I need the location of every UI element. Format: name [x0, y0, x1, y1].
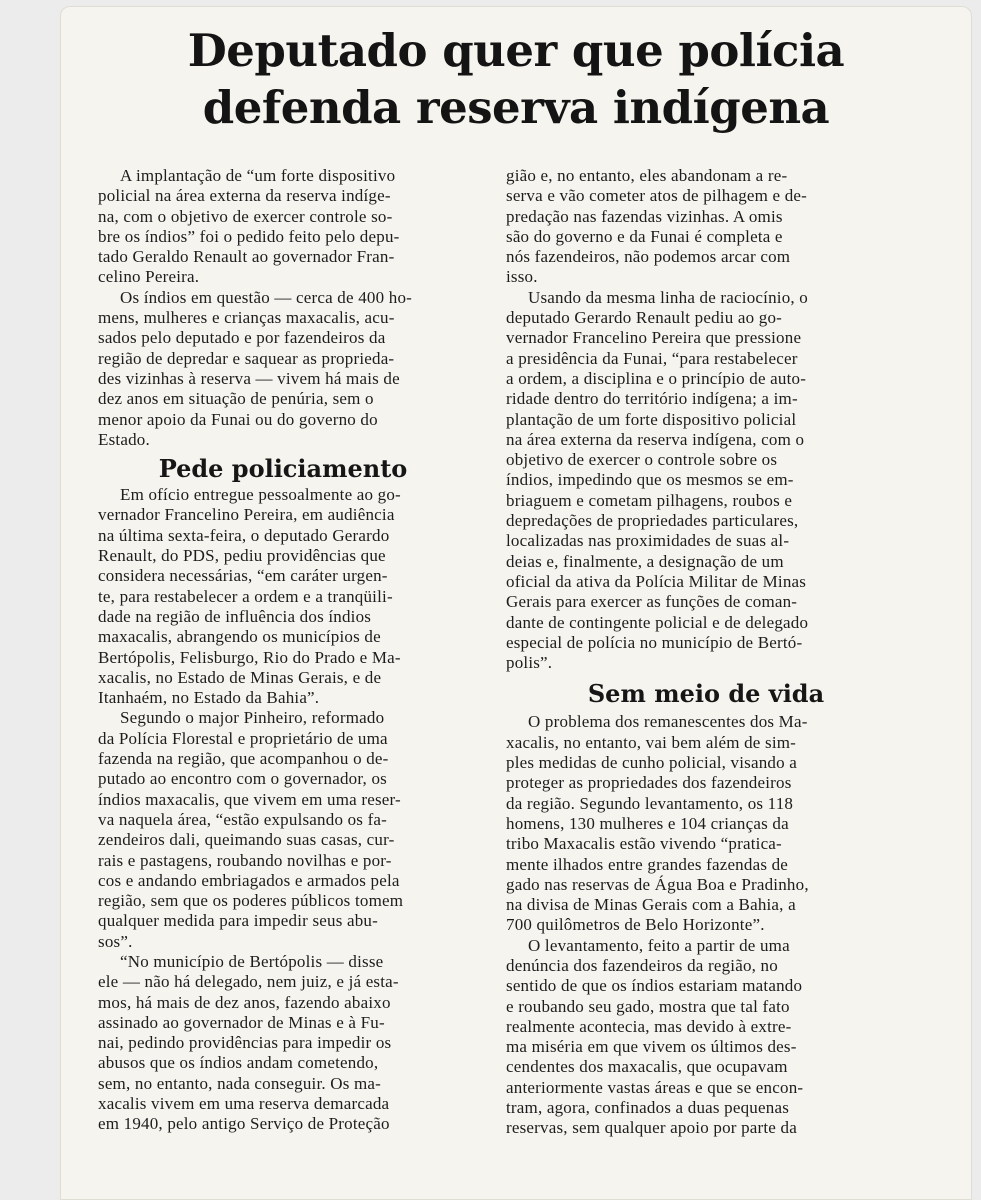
paragraph-continuation: [506, 166, 906, 288]
text-line: sados pelo deputado e por fazendeiros da: [98, 328, 386, 348]
text-line: índios maxacalis, que vivem em uma reser-: [98, 789, 401, 809]
text-line: mens, mulheres e crianças maxacalis, acu-: [98, 308, 395, 328]
text-line: homens, 130 mulheres e 104 crianças da: [506, 813, 789, 833]
text-line: nai, pedindo providências para impedir os: [98, 1033, 392, 1053]
text-line: O levantamento, feito a partir de uma: [528, 935, 790, 955]
text-line: polis”.: [506, 653, 553, 673]
paragraph-major-pinheiro: [98, 708, 498, 952]
text-line: zendeiros dali, queimando suas casas, cur-: [98, 830, 395, 850]
text-line: va naquela área, “estão expulsando os fa-: [98, 809, 388, 829]
text-line: tribo Maxacalis estão vivendo “pratica-: [506, 834, 782, 854]
text-line: Segundo o major Pinheiro, reformado: [120, 708, 385, 728]
text-line: na, com o objetivo de exercer controle so-: [98, 206, 393, 226]
text-line: na última sexta-feira, o deputado Gerardo: [98, 525, 390, 545]
text-line: Os índios em questão — cerca de 400 ho-: [120, 287, 413, 307]
text-line: cendentes dos maxacalis, que ocupavam: [506, 1057, 788, 1077]
text-line: Renault, do PDS, pediu providências que: [98, 546, 386, 566]
text-line: dez anos em situação de penúria, sem o: [98, 389, 374, 409]
text-line: fazenda na região, que acompanhou o de-: [98, 749, 389, 769]
text-line: mente ilhados entre grandes fazendas de: [506, 854, 789, 874]
text-line: tado Geraldo Renault ao governador Fran-: [98, 247, 395, 267]
headline-line-1: Deputado quer que polícia: [187, 24, 845, 77]
text-line: “No município de Bertópolis — disse: [120, 951, 384, 971]
paragraph-oficio: [98, 485, 498, 708]
paragraph-levantamento: [506, 936, 906, 1139]
paragraph-intro: [98, 166, 498, 288]
text-line: maxacalis, abrangendo os municípios de: [98, 627, 381, 647]
text-line: Gerais para exercer as funções de coman-: [506, 592, 798, 612]
text-line: Estado.: [98, 429, 150, 449]
text-line: ma miséria em que vivem os últimos des-: [506, 1037, 797, 1057]
text-line: policial na área externa da reserva indíge-: [98, 186, 391, 206]
text-line: O problema dos remanescentes dos Ma-: [528, 712, 808, 732]
text-line: anteriormente vastas áreas e que se encon-: [506, 1077, 804, 1097]
paragraph-problema: [506, 712, 906, 935]
text-line: putado ao encontro com o governador, os: [98, 769, 387, 789]
text-line: 700 quilômetros de Belo Horizonte”.: [506, 915, 765, 935]
text-line: região, sem que os poderes públicos tomem: [98, 891, 404, 911]
text-line: oficial da ativa da Polícia Militar de Minas: [506, 571, 807, 591]
paragraph-indians: [98, 288, 498, 450]
text-line: realmente acontecia, mas devido à extre-: [506, 1016, 792, 1036]
text-line: da Polícia Florestal e proprietário de uma: [98, 728, 388, 748]
text-line: qualquer medida para impedir seus abu-: [98, 911, 378, 931]
text-line: rais e pastagens, roubando novilhas e por-: [98, 850, 392, 870]
text-line: Em ofício entregue pessoalmente ao go-: [120, 485, 401, 505]
text-line: região de depredar e saquear as proprieda-: [98, 348, 395, 368]
text-line: proteger as propriedades dos fazendeiros: [506, 773, 792, 793]
text-line: denúncia dos fazendeiros da região, no: [506, 955, 778, 975]
text-line: especial de polícia no município de Bertó-: [506, 632, 803, 652]
text-line: serva e vão cometer atos de pilhagem e de-: [506, 186, 808, 206]
text-line: des vizinhas à reserva — vivem há mais de: [98, 368, 400, 388]
text-line: depredações de propriedades particulares,: [506, 511, 799, 531]
text-line: xacalis vivem em uma reserva demarcada: [98, 1094, 390, 1114]
text-line: na área externa da reserva indígena, com o: [506, 429, 805, 449]
text-line: a ordem, a disciplina e o princípio de auto-: [506, 368, 807, 388]
text-line: localizadas nas proximidades de suas al-: [506, 531, 790, 551]
text-line: celino Pereira.: [98, 267, 200, 287]
text-line: sos”.: [98, 931, 133, 951]
text-line: bre os índios” foi o pedido feito pelo depu-: [98, 226, 400, 246]
text-line: deputado Gerardo Renault pediu ao go-: [506, 308, 783, 328]
text-line: mos, há mais de dez anos, fazendo abaixo: [98, 992, 391, 1012]
subhead-pede-policiamento: Pede policiamento: [158, 454, 408, 484]
text-line: Bertópolis, Felisburgo, Rio do Prado e Ma-: [98, 647, 401, 667]
article-column-left: [98, 166, 498, 1135]
text-line: sem, no entanto, nada conseguir. Os ma-: [98, 1073, 382, 1093]
text-line: xacalis, no entanto, vai bem além de sim-: [506, 732, 797, 752]
text-line: te, para restabelecer a ordem e a tranqüili-: [98, 586, 393, 606]
text-line: a presidência da Funai, “para restabelecer: [506, 348, 798, 368]
text-line: e roubando seu gado, mostra que tal fato: [506, 996, 790, 1016]
text-line: plantação de um forte dispositivo policial: [506, 409, 797, 429]
text-line: em 1940, pelo antigo Serviço de Proteção: [98, 1114, 390, 1134]
text-line: reservas, sem qualquer apoio por parte da: [506, 1118, 797, 1138]
text-line: gião e, no entanto, eles abandonam a re-: [506, 166, 788, 185]
text-line: vernador Francelino Pereira que pressione: [506, 328, 802, 348]
text-line: A implantação de “um forte dispositivo: [120, 166, 396, 185]
text-line: nós fazendeiros, não podemos arcar com: [506, 247, 791, 267]
text-line: ridade dentro do território indígena; a im-: [506, 389, 798, 409]
text-line: na divisa de Minas Gerais com a Bahia, a: [506, 895, 796, 915]
text-line: xacalis, no Estado de Minas Gerais, e de: [98, 667, 382, 687]
text-line: dade na região de influência dos índios: [98, 606, 372, 626]
text-line: deias e, finalmente, a designação de um: [506, 551, 784, 571]
text-line: da região. Segundo levantamento, os 118: [506, 793, 794, 813]
text-line: índios, impedindo que os mesmos se em-: [506, 470, 794, 490]
text-line: objetivo de exercer o controle sobre os: [506, 450, 778, 470]
paragraph-bertopolis-quote: [98, 952, 498, 1135]
article-column-right: [506, 166, 906, 1139]
text-line: tram, agora, confinados a duas pequenas: [506, 1098, 790, 1118]
text-line: ples medidas de cunho policial, visando a: [506, 753, 797, 773]
text-line: sentido de que os índios estariam matando: [506, 976, 803, 996]
text-line: assinado ao governador de Minas e à Fu-: [98, 1012, 385, 1032]
text-line: gado nas reservas de Água Boa e Pradinho,: [506, 874, 809, 894]
paragraph-renault-request: [506, 288, 906, 674]
text-line: são do governo e da Funai é completa e: [506, 226, 783, 246]
text-line: menor apoio da Funai ou do governo do: [98, 409, 378, 429]
text-line: considera necessárias, “em caráter urgen-: [98, 566, 388, 586]
text-line: vernador Francelino Pereira, em audiência: [98, 505, 395, 525]
text-line: briaguem e cometam pilhagens, roubos e: [506, 490, 793, 510]
text-line: abusos que os índios andam cometendo,: [98, 1053, 379, 1073]
headline-line-2: defenda reserva indígena: [202, 81, 830, 134]
text-line: cos e andando embriagados e armados pela: [98, 870, 400, 890]
text-line: ele — não há delegado, nem juiz, e já esta-: [98, 972, 399, 992]
text-line: dante de contingente policial e de delegado: [506, 612, 809, 632]
headline: [60, 22, 972, 136]
text-line: Usando da mesma linha de raciocínio, o: [528, 287, 808, 307]
text-line: predação nas fazendas vizinhas. A omis: [506, 206, 783, 226]
subhead-sem-meio-de-vida: Sem meio de vida: [587, 679, 825, 709]
text-line: isso.: [506, 267, 538, 287]
text-line: Itanhaém, no Estado da Bahia”.: [98, 688, 320, 708]
